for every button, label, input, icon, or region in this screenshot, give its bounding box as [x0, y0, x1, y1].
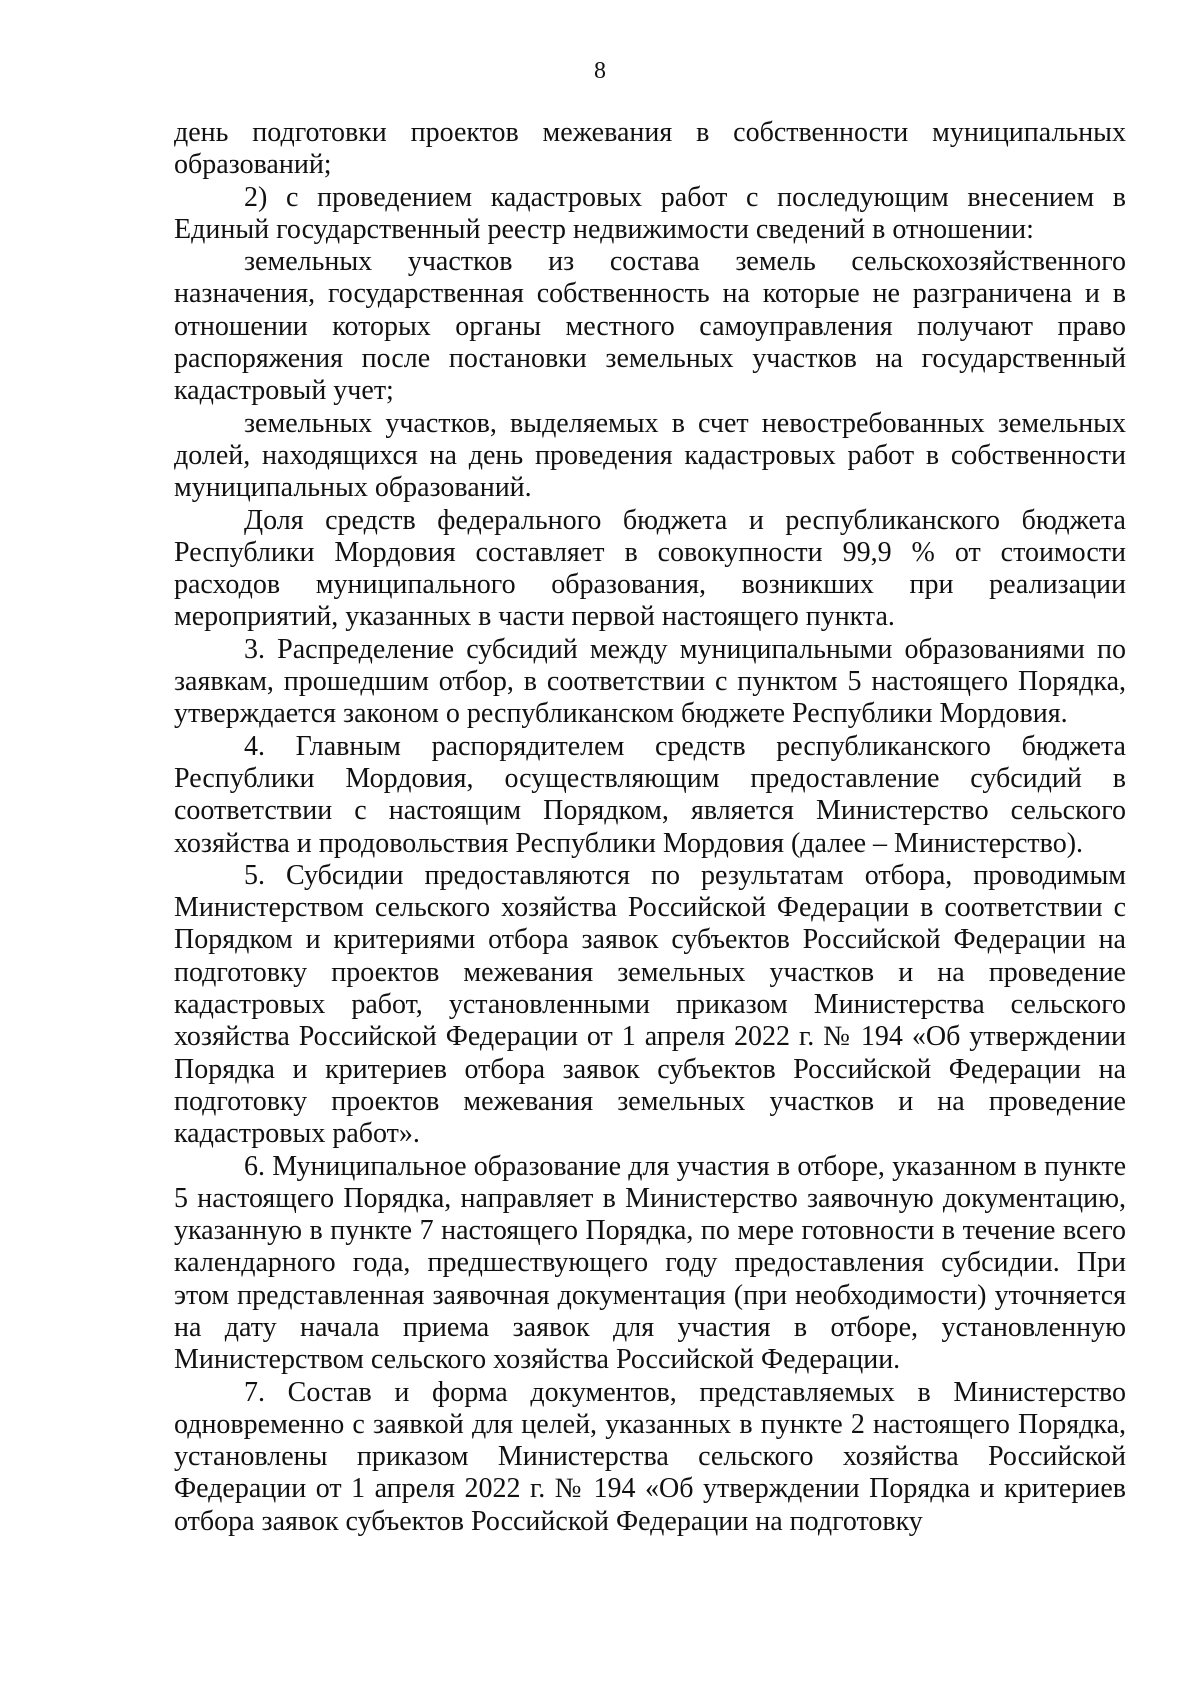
paragraph: 7. Состав и форма документов, представляемых в Министерство одновременно с заявкой для целей, указанных в пункте 2 настоящего Порядка, установлены приказом Министерства сельского хозяйства Российской Федерации от 1 апреля 2022 г. № 194 «Об утверждении Порядка и критериев отбора заявок субъектов Российской Федерации на подготовку — [174, 1376, 1126, 1537]
paragraph: земельных участков, выделяемых в счет невостребованных земельных долей, находящихся на день проведения кадастровых работ в собственности муниципальных образований. — [174, 407, 1126, 504]
page-number: 8 — [594, 58, 606, 84]
paragraph: 3. Распределение субсидий между муниципальными образованиями по заявкам, прошедшим отбор, в соответствии с пунктом 5 настоящего Порядка, утверждается законом о республиканском бюджете Республики Мордовия. — [174, 633, 1126, 730]
paragraph: земельных участков из состава земель сельскохозяйственного назначения, государственная собственность на которые не разграничена и в отношении которых органы местного самоуправления получают право распоряжения после постановки земельных участков на государственный кадастровый учет; — [174, 246, 1126, 407]
paragraph: 4. Главным распорядителем средств республиканского бюджета Республики Мордовия, осуществляющим предоставление субсидий в соответствии с настоящим Порядком, является Министерство сельского хозяйства и продовольствия Республики Мордовия (далее – Министерство). — [174, 730, 1126, 859]
paragraph: 5. Субсидии предоставляются по результатам отбора, проводимым Министерством сельского хозяйства Российской Федерации в соответствии с Порядком и критериями отбора заявок субъектов Российской Федерации на подготовку проектов межевания земельных участков и на проведение кадастровых работ, установленными приказом Министерства сельского хозяйства Российской Федерации от 1 апреля 2022 г. № 194 «Об утверждении Порядка и критериев отбора заявок субъектов Российской Федерации на подготовку проектов межевания земельных участков и на проведение кадастровых работ». — [174, 859, 1126, 1150]
paragraph: день подготовки проектов межевания в собственности муниципальных образований; — [174, 117, 1126, 181]
paragraph: Доля средств федерального бюджета и республиканского бюджета Республики Мордовия составляет в совокупности 99,9 % от стоимости расходов муниципального образования, возникших при реализации мероприятий, указанных в части первой настоящего пункта. — [174, 504, 1126, 633]
paragraph: 6. Муниципальное образование для участия в отборе, указанном в пункте 5 настоящего Порядка, направляет в Министерство заявочную документацию, указанную в пункте 7 настоящего Порядка, по мере готовности в течение всего календарного года, предшествующего году предоставления субсидии. При этом представленная заявочная документация (при необходимости) уточняется на дату начала приема заявок для участия в отборе, установленную Министерством сельского хозяйства Российской Федерации. — [174, 1150, 1126, 1376]
paragraph: 2) с проведением кадастровых работ с последующим внесением в Единый государственный реестр недвижимости сведений в отношении: — [174, 181, 1126, 245]
document-body — [174, 117, 1126, 1538]
